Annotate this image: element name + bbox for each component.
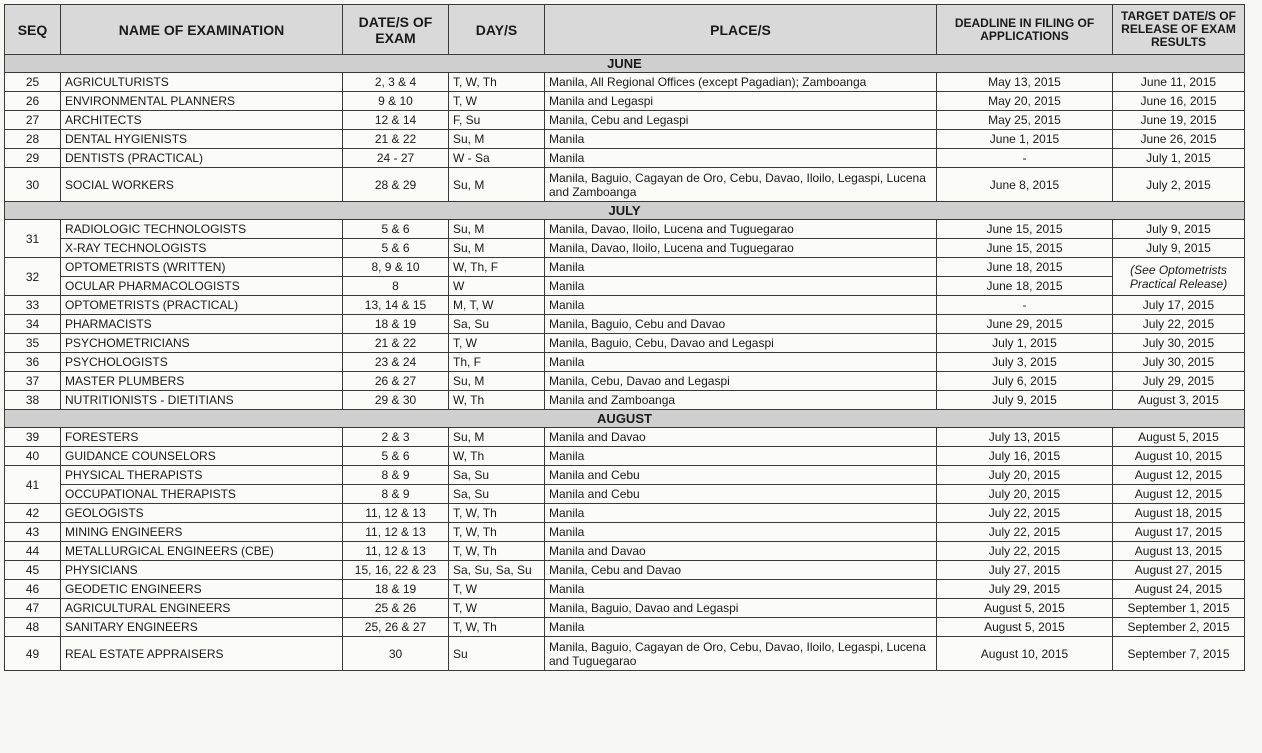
place-cell: Manila, Cebu, Davao and Legaspi <box>545 372 937 391</box>
seq-cell: 45 <box>5 561 61 580</box>
seq-cell: 25 <box>5 73 61 92</box>
deadline-cell: August 10, 2015 <box>937 637 1113 671</box>
exam-days-cell: F, Su <box>449 111 545 130</box>
exam-name-cell: OCULAR PHARMACOLOGISTS <box>61 277 343 296</box>
seq-cell: 44 <box>5 542 61 561</box>
release-cell: July 9, 2015 <box>1113 239 1245 258</box>
table-row <box>5 618 1245 637</box>
exam-dates-cell: 5 & 6 <box>343 447 449 466</box>
release-cell: July 29, 2015 <box>1113 372 1245 391</box>
seq-cell: 30 <box>5 168 61 202</box>
exam-name-cell: X-RAY TECHNOLOGISTS <box>61 239 343 258</box>
header-days: DAY/S <box>449 5 545 55</box>
exam-name-cell: OCCUPATIONAL THERAPISTS <box>61 485 343 504</box>
exam-days-cell: Sa, Su <box>449 466 545 485</box>
deadline-cell: June 15, 2015 <box>937 239 1113 258</box>
exam-days-cell: Su, M <box>449 220 545 239</box>
table-row <box>5 277 1245 296</box>
month-label: JULY <box>5 202 1245 220</box>
deadline-cell: - <box>937 296 1113 315</box>
exam-name-cell: ARCHITECTS <box>61 111 343 130</box>
exam-dates-cell: 5 & 6 <box>343 220 449 239</box>
exam-days-cell: Su, M <box>449 168 545 202</box>
exam-days-cell: Su, M <box>449 372 545 391</box>
release-cell: September 7, 2015 <box>1113 637 1245 671</box>
release-cell: September 1, 2015 <box>1113 599 1245 618</box>
place-cell: Manila <box>545 130 937 149</box>
release-cell: June 26, 2015 <box>1113 130 1245 149</box>
place-cell: Manila <box>545 447 937 466</box>
header-place: PLACE/S <box>545 5 937 55</box>
release-cell: August 18, 2015 <box>1113 504 1245 523</box>
exam-days-cell: Su, M <box>449 428 545 447</box>
seq-cell: 39 <box>5 428 61 447</box>
release-cell: July 9, 2015 <box>1113 220 1245 239</box>
table-row <box>5 542 1245 561</box>
exam-days-cell: T, W <box>449 580 545 599</box>
seq-cell: 37 <box>5 372 61 391</box>
exam-name-cell: SANITARY ENGINEERS <box>61 618 343 637</box>
exam-days-cell: T, W, Th <box>449 504 545 523</box>
seq-cell: 28 <box>5 130 61 149</box>
exam-name-cell: DENTAL HYGIENISTS <box>61 130 343 149</box>
seq-cell: 47 <box>5 599 61 618</box>
exam-name-cell: PHYSICAL THERAPISTS <box>61 466 343 485</box>
exam-days-cell: Su, M <box>449 130 545 149</box>
month-row-july <box>5 202 1245 220</box>
exam-dates-cell: 11, 12 & 13 <box>343 542 449 561</box>
exam-dates-cell: 8, 9 & 10 <box>343 258 449 277</box>
table-row <box>5 428 1245 447</box>
release-cell: September 2, 2015 <box>1113 618 1245 637</box>
release-cell: July 1, 2015 <box>1113 149 1245 168</box>
place-cell: Manila, Cebu and Legaspi <box>545 111 937 130</box>
seq-cell: 49 <box>5 637 61 671</box>
deadline-cell: August 5, 2015 <box>937 599 1113 618</box>
table-row <box>5 447 1245 466</box>
exam-dates-cell: 18 & 19 <box>343 580 449 599</box>
seq-cell: 36 <box>5 353 61 372</box>
place-cell: Manila and Cebu <box>545 485 937 504</box>
exam-days-cell: Sa, Su <box>449 485 545 504</box>
table-row <box>5 637 1245 671</box>
exam-dates-cell: 15, 16, 22 & 23 <box>343 561 449 580</box>
header-row <box>5 5 1245 55</box>
table-row <box>5 92 1245 111</box>
exam-name-cell: PHARMACISTS <box>61 315 343 334</box>
exam-dates-cell: 2, 3 & 4 <box>343 73 449 92</box>
place-cell: Manila and Davao <box>545 542 937 561</box>
exam-name-cell: PSYCHOLOGISTS <box>61 353 343 372</box>
exam-dates-cell: 12 & 14 <box>343 111 449 130</box>
deadline-cell: May 13, 2015 <box>937 73 1113 92</box>
exam-name-cell: NUTRITIONISTS - DIETITIANS <box>61 391 343 410</box>
place-cell: Manila <box>545 353 937 372</box>
table-row <box>5 561 1245 580</box>
place-cell: Manila and Davao <box>545 428 937 447</box>
exam-days-cell: Sa, Su <box>449 315 545 334</box>
place-cell: Manila <box>545 504 937 523</box>
release-cell: June 16, 2015 <box>1113 92 1245 111</box>
exam-days-cell: T, W, Th <box>449 73 545 92</box>
place-cell: Manila, Davao, Iloilo, Lucena and Tuguegarao <box>545 239 937 258</box>
exam-name-cell: OPTOMETRISTS (PRACTICAL) <box>61 296 343 315</box>
release-cell: June 19, 2015 <box>1113 111 1245 130</box>
table-row <box>5 296 1245 315</box>
table-row <box>5 239 1245 258</box>
seq-cell: 43 <box>5 523 61 542</box>
deadline-cell: July 20, 2015 <box>937 466 1113 485</box>
release-cell: July 17, 2015 <box>1113 296 1245 315</box>
exam-name-cell: GEOLOGISTS <box>61 504 343 523</box>
place-cell: Manila, Davao, Iloilo, Lucena and Tuguegarao <box>545 220 937 239</box>
exam-dates-cell: 13, 14 & 15 <box>343 296 449 315</box>
deadline-cell: July 9, 2015 <box>937 391 1113 410</box>
exam-days-cell: W, Th <box>449 447 545 466</box>
exam-days-cell: W, Th, F <box>449 258 545 277</box>
deadline-cell: May 25, 2015 <box>937 111 1113 130</box>
seq-cell: 40 <box>5 447 61 466</box>
exam-days-cell: Sa, Su, Sa, Su <box>449 561 545 580</box>
exam-name-cell: MASTER PLUMBERS <box>61 372 343 391</box>
exam-dates-cell: 21 & 22 <box>343 334 449 353</box>
table-row <box>5 220 1245 239</box>
exam-dates-cell: 11, 12 & 13 <box>343 504 449 523</box>
exam-dates-cell: 8 & 9 <box>343 485 449 504</box>
seq-cell: 42 <box>5 504 61 523</box>
header-release: TARGET DATE/S OF RELEASE OF EXAM RESULTS <box>1113 5 1245 55</box>
exam-days-cell: Th, F <box>449 353 545 372</box>
place-cell: Manila, Baguio, Davao and Legaspi <box>545 599 937 618</box>
release-cell: August 12, 2015 <box>1113 485 1245 504</box>
deadline-cell: July 29, 2015 <box>937 580 1113 599</box>
exam-days-cell: T, W <box>449 334 545 353</box>
seq-cell: 41 <box>5 466 61 504</box>
place-cell: Manila, Cebu and Davao <box>545 561 937 580</box>
deadline-cell: July 22, 2015 <box>937 504 1113 523</box>
exam-name-cell: METALLURGICAL ENGINEERS (CBE) <box>61 542 343 561</box>
exam-days-cell: T, W, Th <box>449 523 545 542</box>
table-row <box>5 504 1245 523</box>
deadline-cell: August 5, 2015 <box>937 618 1113 637</box>
exam-dates-cell: 25 & 26 <box>343 599 449 618</box>
release-cell: (See Optometrists Practical Release) <box>1113 258 1245 296</box>
exam-days-cell: T, W <box>449 92 545 111</box>
place-cell: Manila and Zamboanga <box>545 391 937 410</box>
exam-dates-cell: 18 & 19 <box>343 315 449 334</box>
deadline-cell: June 8, 2015 <box>937 168 1113 202</box>
deadline-cell: July 20, 2015 <box>937 485 1113 504</box>
exam-name-cell: RADIOLOGIC TECHNOLOGISTS <box>61 220 343 239</box>
exam-name-cell: GUIDANCE COUNSELORS <box>61 447 343 466</box>
place-cell: Manila, Baguio, Cebu and Davao <box>545 315 937 334</box>
release-cell: July 30, 2015 <box>1113 334 1245 353</box>
table-row <box>5 315 1245 334</box>
release-cell: June 11, 2015 <box>1113 73 1245 92</box>
table-row <box>5 523 1245 542</box>
release-cell: August 24, 2015 <box>1113 580 1245 599</box>
deadline-cell: June 18, 2015 <box>937 277 1113 296</box>
deadline-cell: July 16, 2015 <box>937 447 1113 466</box>
header-dates: DATE/S OF EXAM <box>343 5 449 55</box>
exam-dates-cell: 9 & 10 <box>343 92 449 111</box>
release-cell: July 22, 2015 <box>1113 315 1245 334</box>
deadline-cell: June 29, 2015 <box>937 315 1113 334</box>
exam-dates-cell: 5 & 6 <box>343 239 449 258</box>
release-cell: August 10, 2015 <box>1113 447 1245 466</box>
deadline-cell: July 22, 2015 <box>937 523 1113 542</box>
table-row <box>5 334 1245 353</box>
exam-dates-cell: 28 & 29 <box>343 168 449 202</box>
release-cell: July 2, 2015 <box>1113 168 1245 202</box>
release-cell: August 17, 2015 <box>1113 523 1245 542</box>
month-label: JUNE <box>5 55 1245 73</box>
table-row <box>5 599 1245 618</box>
exam-name-cell: DENTISTS (PRACTICAL) <box>61 149 343 168</box>
table-row <box>5 258 1245 277</box>
table-row <box>5 149 1245 168</box>
table-row <box>5 580 1245 599</box>
table-row <box>5 130 1245 149</box>
exam-schedule-table <box>4 4 1245 671</box>
table-row <box>5 111 1245 130</box>
seq-cell: 34 <box>5 315 61 334</box>
exam-days-cell: W <box>449 277 545 296</box>
exam-days-cell: Su, M <box>449 239 545 258</box>
seq-cell: 46 <box>5 580 61 599</box>
place-cell: Manila, Baguio, Cagayan de Oro, Cebu, Davao, Iloilo, Legaspi, Lucena and Zamboanga <box>545 168 937 202</box>
exam-dates-cell: 25, 26 & 27 <box>343 618 449 637</box>
month-label: AUGUST <box>5 410 1245 428</box>
release-cell: August 5, 2015 <box>1113 428 1245 447</box>
exam-days-cell: Su <box>449 637 545 671</box>
release-cell: August 12, 2015 <box>1113 466 1245 485</box>
exam-name-cell: FORESTERS <box>61 428 343 447</box>
seq-cell: 33 <box>5 296 61 315</box>
seq-cell: 31 <box>5 220 61 258</box>
exam-name-cell: MINING ENGINEERS <box>61 523 343 542</box>
exam-name-cell: REAL ESTATE APPRAISERS <box>61 637 343 671</box>
exam-name-cell: OPTOMETRISTS (WRITTEN) <box>61 258 343 277</box>
seq-cell: 27 <box>5 111 61 130</box>
exam-name-cell: GEODETIC ENGINEERS <box>61 580 343 599</box>
exam-name-cell: AGRICULTURISTS <box>61 73 343 92</box>
month-row-june <box>5 55 1245 73</box>
table-row <box>5 168 1245 202</box>
exam-dates-cell: 29 & 30 <box>343 391 449 410</box>
place-cell: Manila, Baguio, Cebu, Davao and Legaspi <box>545 334 937 353</box>
header-deadline: DEADLINE IN FILING OF APPLICATIONS <box>937 5 1113 55</box>
exam-name-cell: PHYSICIANS <box>61 561 343 580</box>
exam-name-cell: SOCIAL WORKERS <box>61 168 343 202</box>
deadline-cell: July 6, 2015 <box>937 372 1113 391</box>
place-cell: Manila <box>545 149 937 168</box>
exam-name-cell: ENVIRONMENTAL PLANNERS <box>61 92 343 111</box>
seq-cell: 29 <box>5 149 61 168</box>
deadline-cell: June 1, 2015 <box>937 130 1113 149</box>
exam-dates-cell: 26 & 27 <box>343 372 449 391</box>
deadline-cell: July 3, 2015 <box>937 353 1113 372</box>
place-cell: Manila, Baguio, Cagayan de Oro, Cebu, Davao, Iloilo, Legaspi, Lucena and Tuguegarao <box>545 637 937 671</box>
deadline-cell: July 27, 2015 <box>937 561 1113 580</box>
table-row <box>5 353 1245 372</box>
deadline-cell: July 1, 2015 <box>937 334 1113 353</box>
exam-days-cell: T, W, Th <box>449 542 545 561</box>
exam-name-cell: AGRICULTURAL ENGINEERS <box>61 599 343 618</box>
exam-days-cell: T, W <box>449 599 545 618</box>
table-row <box>5 73 1245 92</box>
exam-dates-cell: 8 & 9 <box>343 466 449 485</box>
exam-dates-cell: 11, 12 & 13 <box>343 523 449 542</box>
table-row <box>5 466 1245 485</box>
deadline-cell: June 15, 2015 <box>937 220 1113 239</box>
deadline-cell: July 13, 2015 <box>937 428 1113 447</box>
place-cell: Manila <box>545 618 937 637</box>
seq-cell: 35 <box>5 334 61 353</box>
exam-dates-cell: 24 - 27 <box>343 149 449 168</box>
exam-dates-cell: 30 <box>343 637 449 671</box>
table-row <box>5 391 1245 410</box>
place-cell: Manila <box>545 296 937 315</box>
place-cell: Manila and Legaspi <box>545 92 937 111</box>
exam-days-cell: T, W, Th <box>449 618 545 637</box>
place-cell: Manila and Cebu <box>545 466 937 485</box>
exam-days-cell: M, T, W <box>449 296 545 315</box>
exam-days-cell: W, Th <box>449 391 545 410</box>
deadline-cell: July 22, 2015 <box>937 542 1113 561</box>
release-cell: August 3, 2015 <box>1113 391 1245 410</box>
table-row <box>5 372 1245 391</box>
exam-name-cell: PSYCHOMETRICIANS <box>61 334 343 353</box>
seq-cell: 48 <box>5 618 61 637</box>
deadline-cell: May 20, 2015 <box>937 92 1113 111</box>
place-cell: Manila <box>545 258 937 277</box>
deadline-cell: - <box>937 149 1113 168</box>
seq-cell: 32 <box>5 258 61 296</box>
place-cell: Manila <box>545 523 937 542</box>
release-cell: July 30, 2015 <box>1113 353 1245 372</box>
seq-cell: 26 <box>5 92 61 111</box>
exam-dates-cell: 23 & 24 <box>343 353 449 372</box>
place-cell: Manila <box>545 580 937 599</box>
deadline-cell: June 18, 2015 <box>937 258 1113 277</box>
exam-dates-cell: 21 & 22 <box>343 130 449 149</box>
exam-dates-cell: 8 <box>343 277 449 296</box>
exam-dates-cell: 2 & 3 <box>343 428 449 447</box>
place-cell: Manila, All Regional Offices (except Pagadian); Zamboanga <box>545 73 937 92</box>
release-cell: August 13, 2015 <box>1113 542 1245 561</box>
header-seq: SEQ <box>5 5 61 55</box>
place-cell: Manila <box>545 277 937 296</box>
exam-days-cell: W - Sa <box>449 149 545 168</box>
month-row-august <box>5 410 1245 428</box>
table-row <box>5 485 1245 504</box>
release-cell: August 27, 2015 <box>1113 561 1245 580</box>
header-name: NAME OF EXAMINATION <box>61 5 343 55</box>
seq-cell: 38 <box>5 391 61 410</box>
